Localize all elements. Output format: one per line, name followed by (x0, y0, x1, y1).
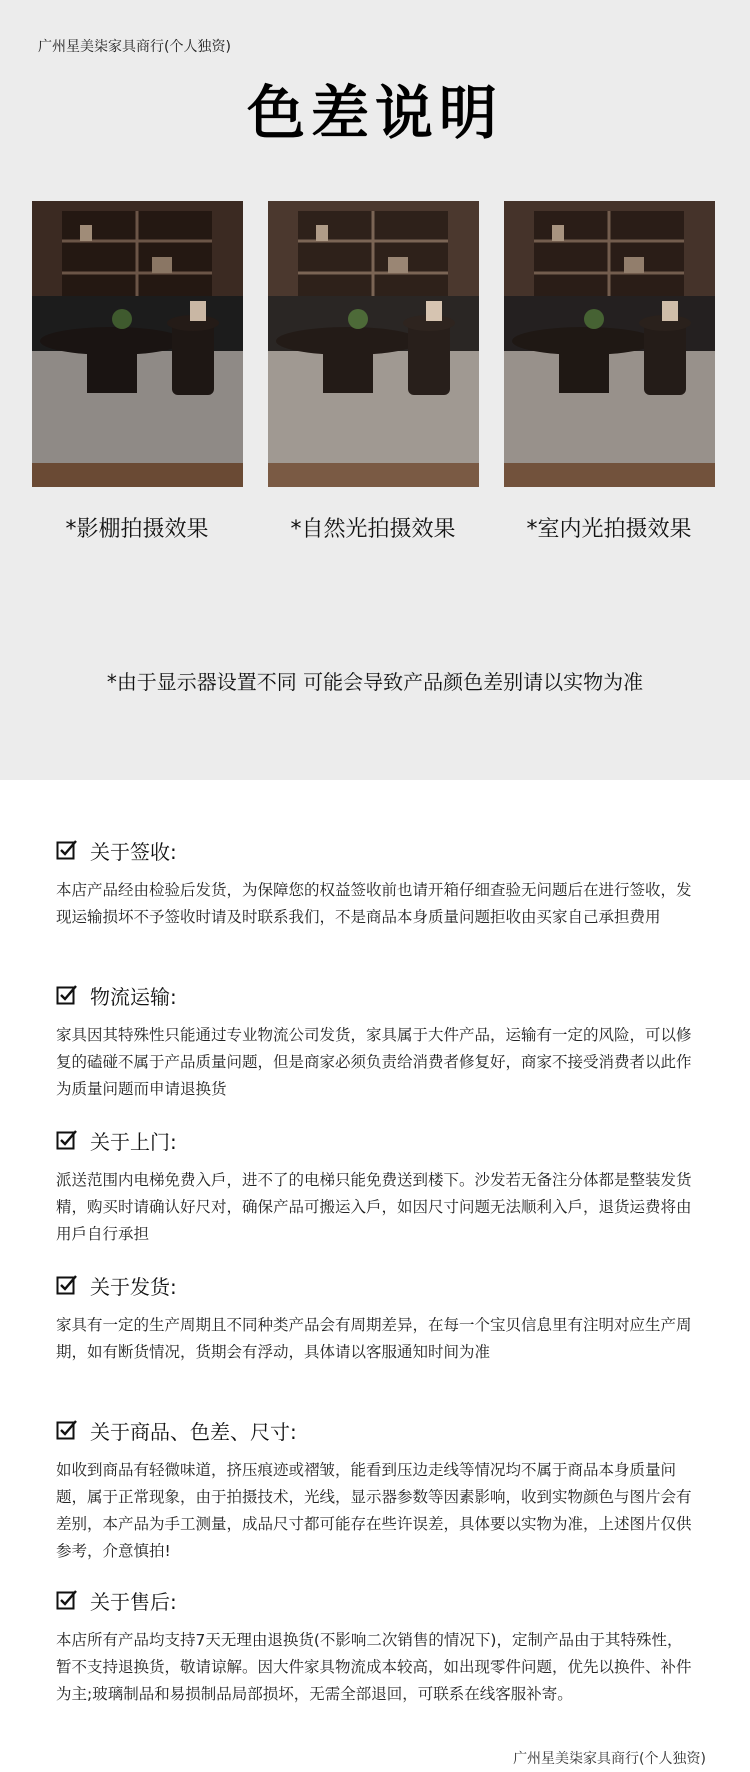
policy-sections (0, 780, 750, 1772)
section-signing (56, 835, 696, 931)
shop-name-bottom: 广州星美柒家具商行(个人独资) (513, 1751, 706, 1767)
checkbox-checked-icon (56, 1419, 78, 1441)
shop-name-top: 广州星美柒家具商行(个人独资) (38, 39, 231, 55)
section-product-color-size (56, 1415, 696, 1565)
checkbox-checked-icon (56, 1129, 78, 1151)
color-difference-banner (0, 0, 750, 780)
section-body: 本店所有产品均支持7天无理由退换货(不影响二次销售的情况下)，定制产品由于其特殊性，暂不支持退换货，敬请谅解。因大件家具物流成本较高，如出现零件问题，优先以换件、补件为主;玻璃制品和易损制品局部损坏，无需全部退回，可联系在线客服补寄。 (56, 1631, 692, 1703)
section-body: 如收到商品有轻微味道，挤压痕迹或褶皱，能看到压边走线等情况均不属于商品本身质量问题，属于正常现象，由于拍摄技术，光线，显示器参数等因素影响，收到实物颜色与图片会有差别，本产品为手工测量，成品尺寸都可能存在些许误差，具体要以实物为准，上述图片仅供参考，介意慎拍! (56, 1461, 692, 1560)
checkbox-checked-icon (56, 839, 78, 861)
page-title: 色差说明 (246, 79, 503, 147)
section-body: 家具因其特殊性只能通过专业物流公司发货，家具属于大件产品，运输有一定的风险，可以修复的磕碰不属于产品质量问题，但是商家必须负责给消费者修复好，商家不接受消费者以此作为质量问题而申请退换货 (56, 1026, 692, 1098)
section-body: 本店产品经由检验后发货，为保障您的权益签收前也请开箱仔细查验无问题后在进行签收，发现运输损坏不予签收时请及时联系我们，不是商品本身质量问题拒收由买家自己承担费用 (56, 881, 692, 926)
photo-natural-light (268, 201, 479, 487)
section-shipping (56, 1270, 696, 1366)
section-delivery-door (56, 1125, 696, 1248)
checkbox-checked-icon (56, 1274, 78, 1296)
section-body: 家具有一定的生产周期且不同种类产品会有周期差异，在每一个宝贝信息里有注明对应生产周期，如有断货情况，货期会有浮动，具体请以客服通知时间为准 (56, 1316, 692, 1361)
caption-natural: *自然光拍摄效果 (290, 517, 456, 542)
section-logistics (56, 980, 696, 1103)
section-body: 派送范围内电梯免费入戶，进不了的电梯只能免费送到楼下。沙发若无备注分体都是整装发货精，购买时请确认好尺对，确保产品可搬运入戶，如因尺寸问题无法顺利入戶，退货运费将由用戶自行承担 (56, 1171, 692, 1243)
checkbox-checked-icon (56, 1589, 78, 1611)
section-title: 关于售后: (90, 1589, 177, 1614)
section-title: 关于发货: (90, 1274, 177, 1299)
caption-indoor: *室内光拍摄效果 (526, 517, 692, 542)
checkbox-checked-icon (56, 984, 78, 1006)
caption-studio: *影棚拍摄效果 (65, 517, 209, 542)
color-difference-note: *由于显示器设置不同 可能会导致产品颜色差别请以实物为准 (106, 670, 644, 694)
section-after-sales (56, 1585, 696, 1708)
photo-studio-light (32, 201, 243, 487)
section-title: 关于上门: (90, 1129, 177, 1154)
section-title: 关于商品、色差、尺寸: (90, 1419, 297, 1444)
section-title: 关于签收: (90, 839, 177, 864)
section-title: 物流运输: (90, 984, 177, 1009)
photo-indoor-light (504, 201, 715, 487)
